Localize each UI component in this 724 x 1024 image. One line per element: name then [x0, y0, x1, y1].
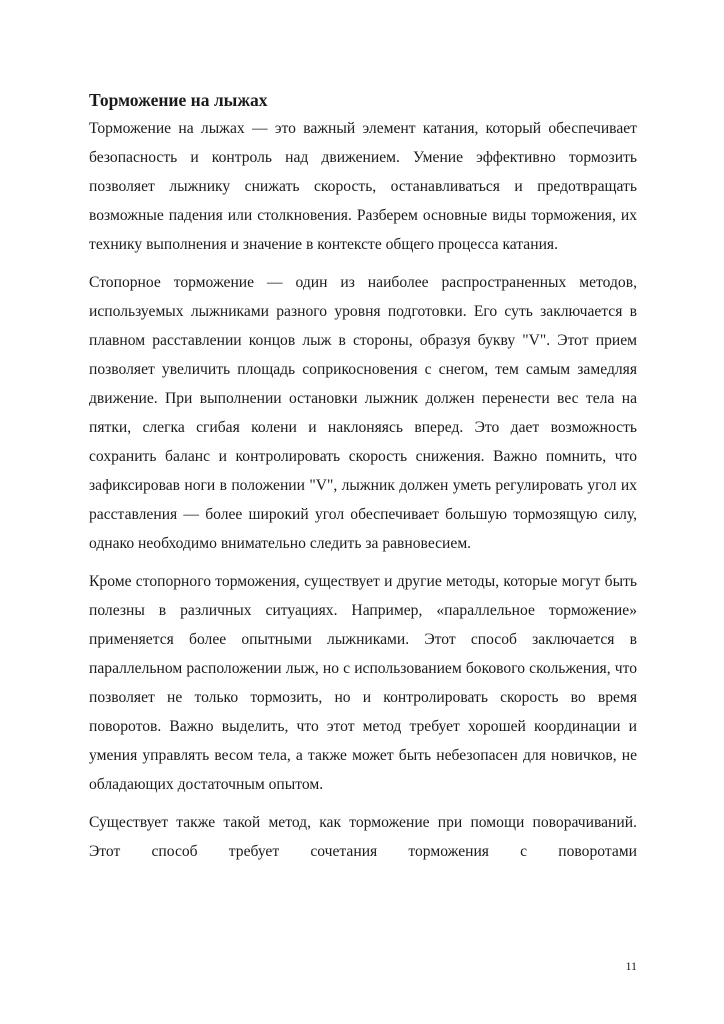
- section-title: Торможение на лыжах: [89, 90, 268, 110]
- paragraph-parallel-braking: Кроме стопорного торможения, существует и другие методы, которые могут быть полезны в различных ситуациях. Например, «параллельное торможение» применяется более опытными лыжниками. Этот способ заключается в параллельном расположении лыж, но с использованием бокового скольжения, что позволяет не только тормозить, но и контролировать скорость во время поворотов. Важно выделить, что этот метод требует хорошей координации и умения управлять весом тела, а также может быть небезопасен для новичков, не обладающих достаточным опытом.: [89, 573, 637, 793]
- paragraph-snowplow-braking: Стопорное торможение — один из наиболее распространенных методов, используемых лыжниками разного уровня подготовки. Его суть заключается в плавном расставлении концов лыж в стороны, образуя букву "V". Этот прием позволяет увеличить площадь соприкосновения с снегом, тем самым замедляя движение. При выполнении остановки лыжник должен перенести вес тела на пятки, слегка сгибая колени и наклоняясь вперед. Это дает возможность сохранить баланс и контролировать скорость снижения. Важно помнить, что зафиксировав ноги в положении "V", лыжник должен уметь регулировать угол их расставления — более широкий угол обеспечивает большую тормозящую силу, однако необходимо внимательно следить за равновесием.: [89, 274, 637, 552]
- paragraph-turn-braking: Существует также такой метод, как торможение при помощи поворачиваний. Этот способ требует сочетания торможения с поворотами: [89, 814, 637, 860]
- paragraph-intro: Торможение на лыжах — это важный элемент катания, который обеспечивает безопасность и контроль над движением. Умение эффективно тормозить позволяет лыжнику снижать скорость, останавливаться и предотвращать возможные падения или столкновения. Разберем основные виды торможения, их технику выполнения и значение в контексте общего процесса катания.: [89, 120, 637, 253]
- page-content: [89, 88, 637, 866]
- page-number: 11: [625, 959, 637, 973]
